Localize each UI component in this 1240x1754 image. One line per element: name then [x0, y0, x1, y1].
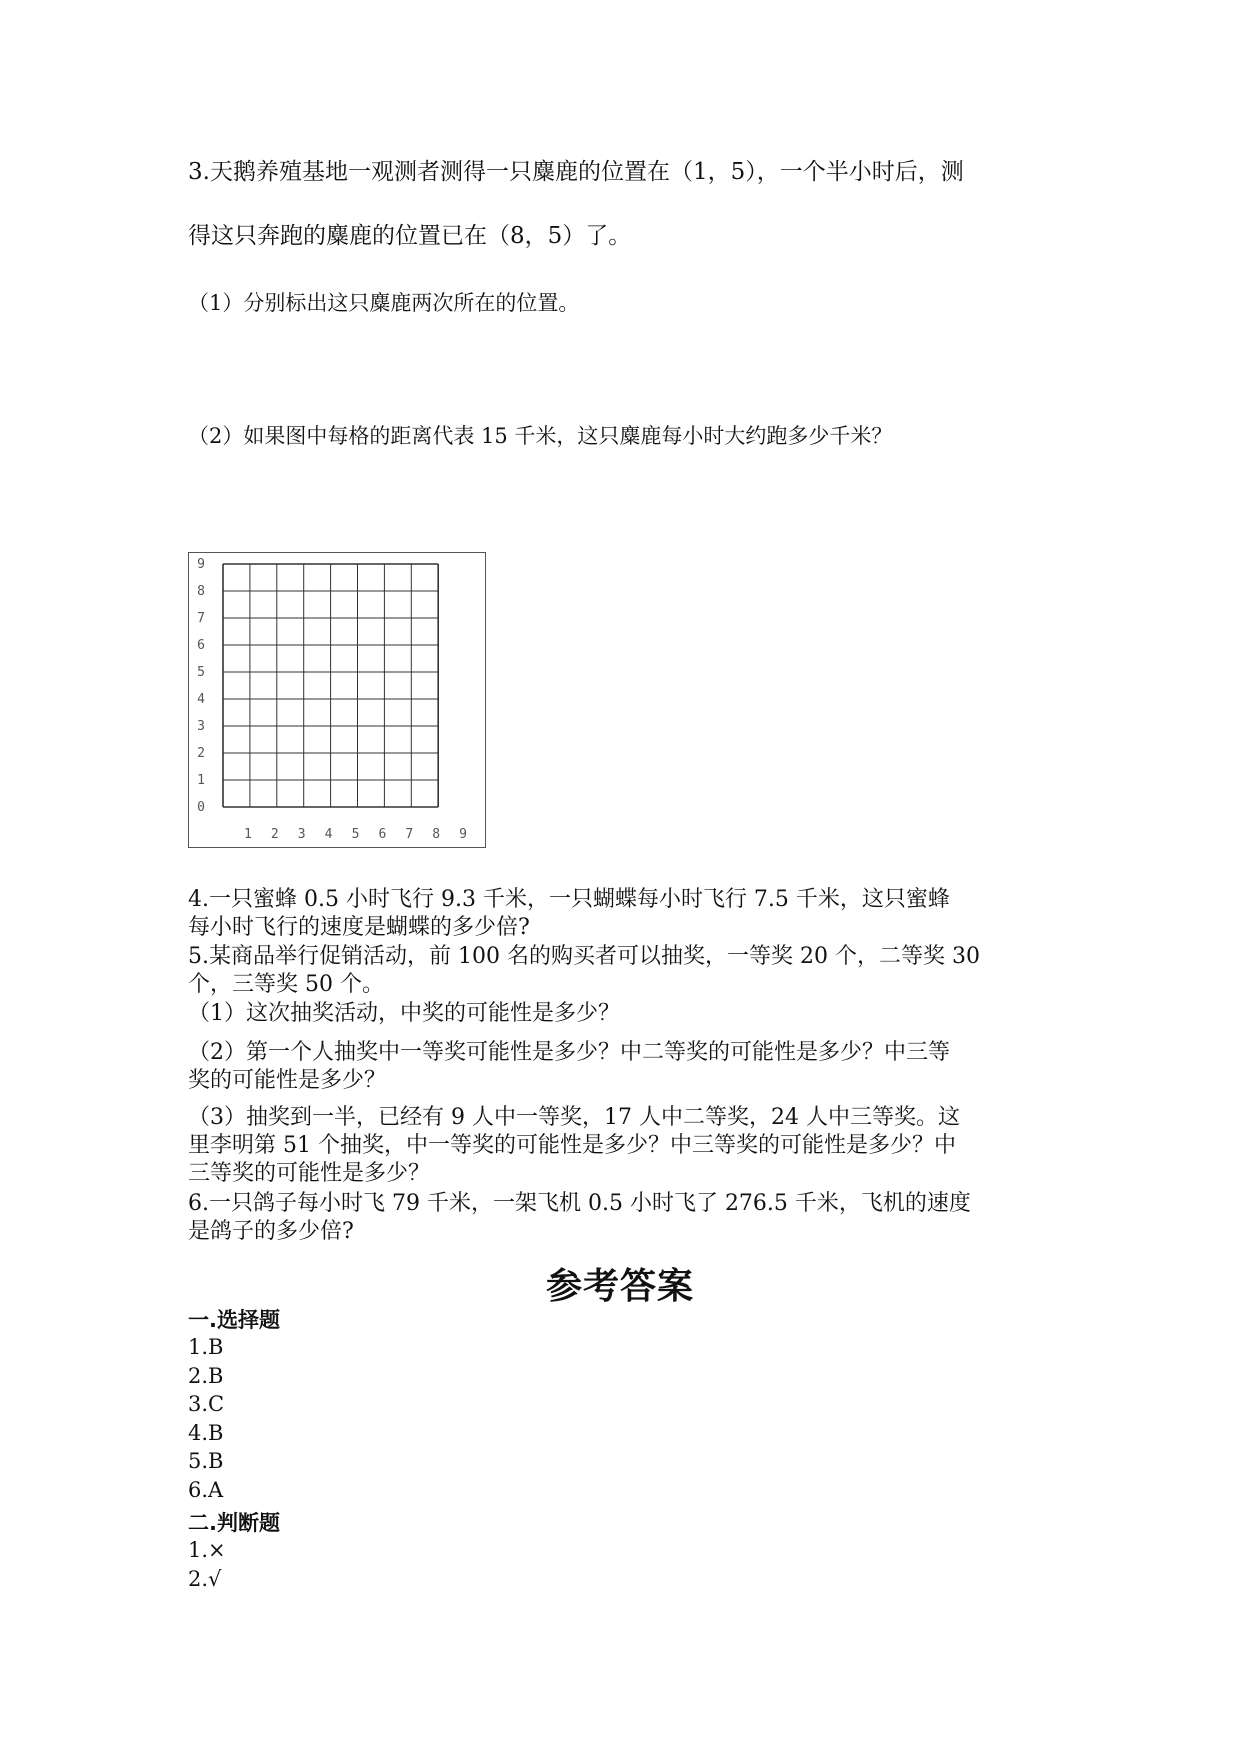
y-axis-tick-label: 7	[197, 611, 205, 626]
x-axis-tick-label: 5	[351, 827, 360, 842]
y-axis-tick-label: 3	[197, 719, 205, 734]
y-axis-tick-label: 1	[197, 773, 205, 788]
y-axis-tick-label: 2	[197, 746, 205, 761]
y-axis-tick-label: 4	[197, 692, 205, 707]
q5-sub3-line2: 里李明第 51 个抽奖，中一等奖的可能性是多少？中三等奖的可能性是多少？中	[188, 1133, 956, 1158]
q3-line2: 得这只奔跑的麋鹿的位置已在（8，5）了。	[188, 223, 632, 249]
answer-item: 1.×	[188, 1538, 226, 1562]
x-axis-tick-label: 4	[324, 827, 333, 842]
answer-item: 2.B	[188, 1363, 224, 1388]
q6-line1: 6.一只鸽子每小时飞 79 千米，一架飞机 0.5 小时飞了 276.5 千米，飞机的速度	[188, 1191, 971, 1216]
x-axis-tick-label: 9	[459, 827, 468, 842]
q4-line1: 4.一只蜜蜂 0.5 小时飞行 9.3 千米，一只蝴蝶每小时飞行 7.5 千米，这只蜜蜂	[188, 887, 950, 912]
q6-line2: 是鸽子的多少倍?	[188, 1219, 354, 1244]
q3-line1: 3.天鹅养殖基地一观测者测得一只麋鹿的位置在（1，5），一个半小时后，测	[188, 159, 964, 185]
y-axis-tick-label: 6	[197, 638, 205, 653]
q3-sub2: （2）如果图中每格的距离代表 15 千米，这只麋鹿每小时大约跑多少千米？	[188, 424, 893, 448]
answer-item: 2.√	[188, 1566, 222, 1591]
coordinate-grid-svg	[189, 553, 485, 847]
y-axis-tick-label: 0	[197, 800, 205, 815]
answers-section2-list	[188, 1536, 226, 1593]
x-axis-tick-label: 1	[243, 827, 252, 842]
answer-item: 1.B	[188, 1335, 224, 1359]
q3-sub1: （1）分别标出这只麋鹿两次所在的位置。	[188, 291, 580, 315]
x-axis-tick-label: 7	[405, 827, 414, 842]
q5-sub1: （1）这次抽奖活动，中奖的可能性是多少？	[188, 1001, 620, 1026]
q4-line2: 每小时飞行的速度是蝴蝶的多少倍?	[188, 915, 530, 940]
q5-sub3-line1: （3）抽奖到一半，已经有 9 人中一等奖，17 人中二等奖，24 人中三等奖。这	[188, 1105, 960, 1130]
q5-line1: 5.某商品举行促销活动，前 100 名的购买者可以抽奖，一等奖 20 个，二等奖 30	[188, 944, 980, 969]
q5-sub2-line2: 奖的可能性是多少？	[188, 1068, 387, 1093]
q5-line2: 个，三等奖 50 个。	[188, 972, 384, 997]
x-axis-tick-label: 2	[270, 827, 279, 842]
answers-section1-list	[188, 1333, 224, 1504]
y-axis-tick-label: 8	[197, 584, 205, 599]
coordinate-grid-figure	[188, 552, 486, 848]
answer-item: 4.B	[188, 1420, 224, 1445]
y-axis-tick-label: 5	[197, 665, 205, 680]
y-axis-tick-label: 9	[197, 557, 205, 572]
answer-item: 5.B	[188, 1449, 224, 1473]
x-axis-tick-label: 6	[378, 827, 387, 842]
x-axis-tick-label: 3	[297, 827, 306, 842]
q5-sub3-line3: 三等奖的可能性是多少？	[188, 1161, 431, 1186]
x-axis-tick-label: 8	[432, 827, 441, 842]
answer-item: 3.C	[188, 1392, 225, 1416]
answers-title: 参考答案	[545, 1266, 694, 1307]
answers-section1-heading: 一.选择题	[188, 1308, 280, 1332]
q5-sub2-line1: （2）第一个人抽奖中一等奖可能性是多少？中二等奖的可能性是多少？中三等	[188, 1040, 950, 1065]
answers-section2-heading: 二.判断题	[188, 1511, 280, 1535]
answer-item: 6.A	[188, 1477, 224, 1502]
